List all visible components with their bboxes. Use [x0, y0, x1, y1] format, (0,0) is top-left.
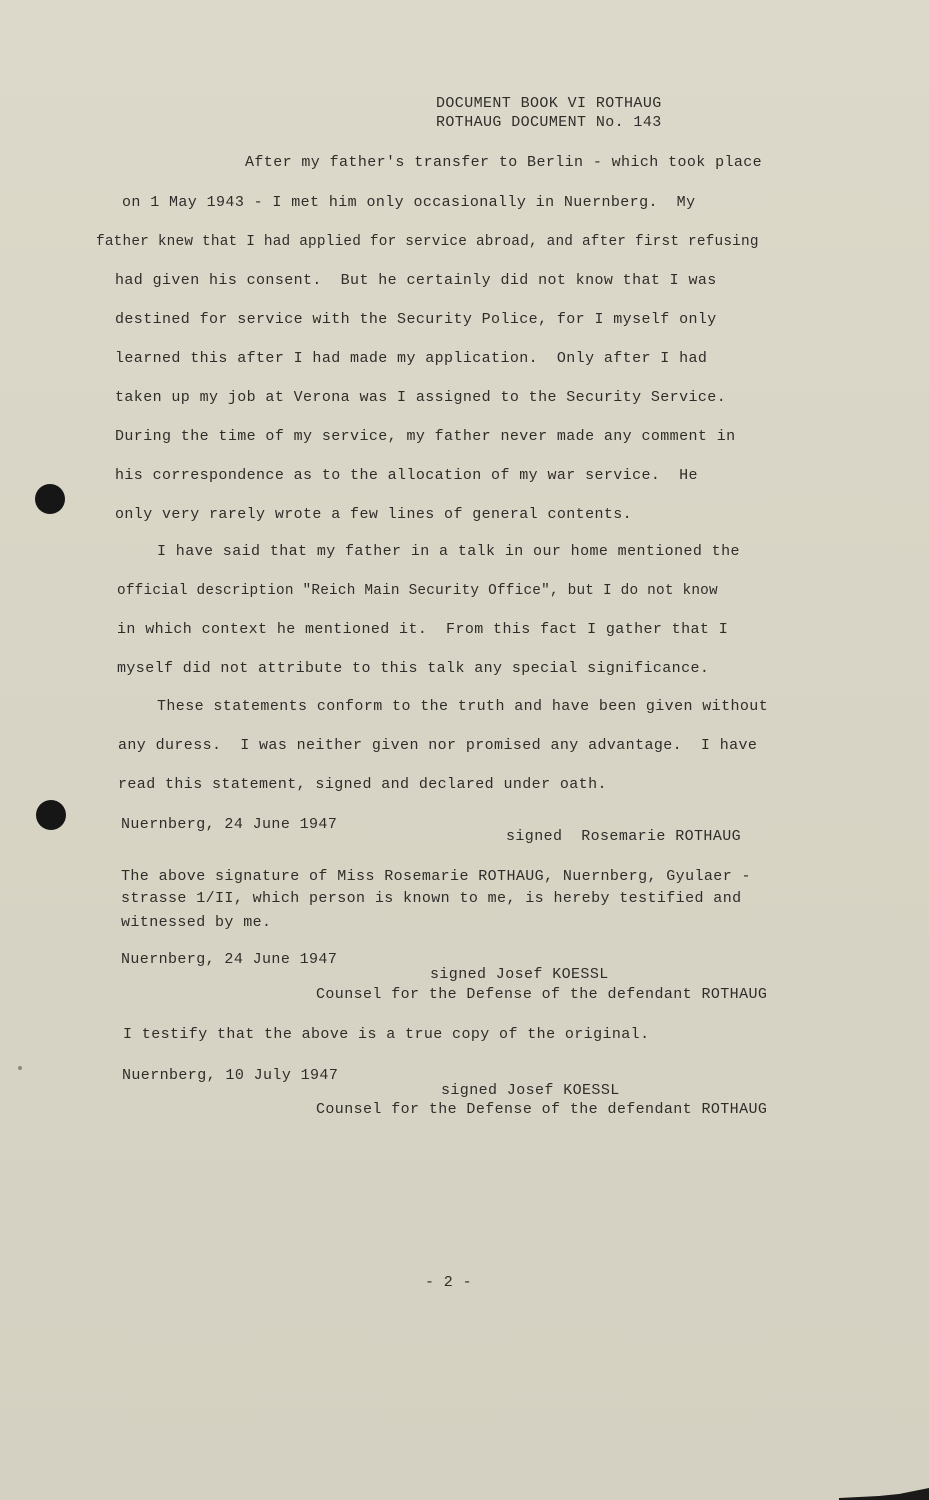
true-copy-line: I testify that the above is a true copy of the original. — [123, 1026, 650, 1043]
counsel-line: Counsel for the Defense of the defendant ROTHAUG — [316, 1101, 768, 1118]
body-line: father knew that I had applied for service abroad, and after first refusing — [96, 234, 759, 250]
body-line: destined for service with the Security Police, for I myself only — [115, 311, 717, 328]
punch-hole-lower — [36, 800, 66, 830]
body-line: After my father's transfer to Berlin - which took place — [245, 154, 763, 171]
body-line: During the time of my service, my father never made any comment in — [115, 428, 736, 445]
attestation-line: witnessed by me. — [121, 914, 272, 931]
body-line: myself did not attribute to this talk any special significance. — [117, 660, 710, 677]
attestation-line: The above signature of Miss Rosemarie ROTHAUG, Nuernberg, Gyulaer - — [121, 868, 751, 885]
body-line: on 1 May 1943 - I met him only occasionally in Nuernberg. My — [122, 194, 696, 211]
body-line: any duress. I was neither given nor promised any advantage. I have — [118, 737, 758, 754]
signed-line: signed Josef KOESSL — [430, 966, 609, 983]
body-line: official description "Reich Main Security Office", but I do not know — [117, 583, 718, 599]
document-book-heading: DOCUMENT BOOK VI ROTHAUG — [436, 95, 662, 112]
body-line: These statements conform to the truth and have been given without — [157, 698, 769, 715]
body-line: read this statement, signed and declared under oath. — [118, 776, 607, 793]
paper-speck — [18, 1066, 22, 1070]
body-line: in which context he mentioned it. From this fact I gather that I — [117, 621, 729, 638]
body-line: his correspondence as to the allocation of my war service. He — [115, 467, 698, 484]
punch-hole-upper — [35, 484, 65, 514]
document-number-heading: ROTHAUG DOCUMENT No. 143 — [436, 114, 662, 131]
page-number: - 2 - — [425, 1274, 473, 1291]
signed-line: signed Rosemarie ROTHAUG — [506, 828, 742, 845]
body-line: only very rarely wrote a few lines of general contents. — [115, 506, 633, 523]
counsel-line: Counsel for the Defense of the defendant ROTHAUG — [316, 986, 768, 1003]
place-date-line: Nuernberg, 10 July 1947 — [122, 1067, 339, 1084]
attestation-line: strasse 1/II, which person is known to me, is hereby testified and — [121, 890, 742, 907]
body-line: learned this after I had made my application. Only after I had — [115, 350, 708, 367]
place-date-line: Nuernberg, 24 June 1947 — [121, 951, 338, 968]
body-line: I have said that my father in a talk in our home mentioned the — [157, 543, 740, 560]
body-line: had given his consent. But he certainly did not know that I was — [115, 272, 717, 289]
body-line: taken up my job at Verona was I assigned to the Security Service. — [115, 389, 727, 406]
place-date-line: Nuernberg, 24 June 1947 — [121, 816, 338, 833]
signed-line: signed Josef KOESSL — [441, 1082, 620, 1099]
corner-mark — [839, 1484, 929, 1500]
